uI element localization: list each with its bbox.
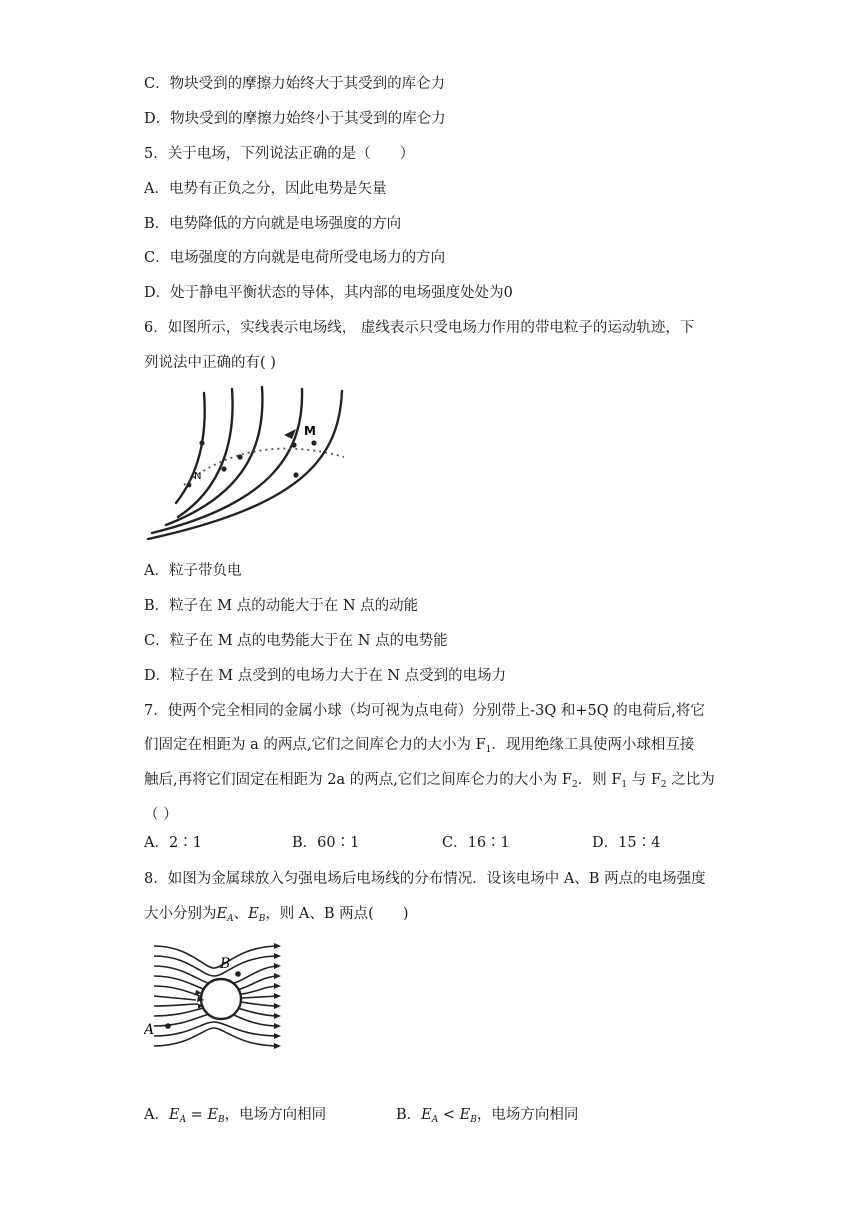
label-n: N	[194, 471, 202, 482]
q8-metal-sphere-figure	[144, 938, 284, 1058]
metal-sphere	[201, 979, 241, 1019]
label-b: B	[220, 956, 231, 972]
q7-option-a: A．2∶1	[144, 835, 202, 851]
q6-option-c: C．粒子在 M 点的电势能大于在 N 点的电势能	[144, 633, 448, 649]
q7-stem-line1: 7．使两个完全相同的金属小球（均可视为点电荷）分别带上-3Q 和+5Q 的电荷后,将它	[144, 703, 705, 719]
q7-option-b: B．60∶1	[292, 835, 360, 851]
q8-stem-line2: 大小分别为$E_A$、$E_B$，则 A、B 两点( )	[144, 906, 409, 924]
label-m: M	[304, 424, 316, 438]
q8-option-a: A．$E_A = E_B$，电场方向相同	[144, 1107, 327, 1125]
q5-option-c: C．电场强度的方向就是电荷所受电场力的方向	[144, 250, 446, 266]
field-line	[166, 387, 262, 525]
q6-option-b: B．粒子在 M 点的动能大于在 N 点的动能	[144, 598, 419, 614]
q4-option-c: C．物块受到的摩擦力始终大于其受到的库仑力	[144, 76, 446, 92]
q5-stem: 5．关于电场，下列说法正确的是（ ）	[144, 146, 415, 162]
q8-option-b: B．$E_A < E_B$，电场方向相同	[396, 1107, 579, 1125]
particle-trajectory	[184, 449, 344, 485]
q7-option-d: D．15∶4	[592, 835, 661, 851]
q8-stem-line1: 8．如图为金属球放入匀强电场后电场线的分布情况．设该电场中 A、B 两点的电场强度	[144, 871, 706, 887]
q7-option-c: C．16∶1	[442, 835, 510, 851]
q6-option-d: D．粒子在 M 点受到的电场力大于在 N 点受到的电场力	[144, 668, 507, 684]
q6-stem-line1: 6．如图所示，实线表示电场线， 虚线表示只受电场力作用的带电粒子的运动轨迹，下	[144, 320, 695, 336]
q7-stem-line3: 触后,再将它们固定在相距为 2a 的两点,它们之间库仑力的大小为 $F_2$．则 $F_1$ 与 $F_2$ 之比为	[144, 772, 715, 790]
q7-stem-line4: （ ）	[144, 807, 178, 823]
q6-option-a: A．粒子带负电	[144, 563, 242, 579]
q7-stem-line2: 们固定在相距为 a 的两点,它们之间库仑力的大小为 $F_1$．现用绝缘工具使两小球相互接	[144, 737, 695, 755]
q6-stem-line2: 列说法中正确的有( )	[144, 355, 276, 371]
q5-option-d: D．处于静电平衡状态的导体，其内部的电场强度处处为0	[144, 285, 513, 301]
q5-option-b: B．电势降低的方向就是电场强度的方向	[144, 216, 402, 232]
field-line	[152, 389, 302, 533]
label-a: A	[144, 1022, 155, 1038]
q6-field-line-figure	[144, 385, 354, 540]
q5-option-a: A．电势有正负之分，因此电势是矢量	[144, 181, 387, 197]
q4-option-d: D．物块受到的摩擦力始终小于其受到的库仑力	[144, 111, 446, 127]
